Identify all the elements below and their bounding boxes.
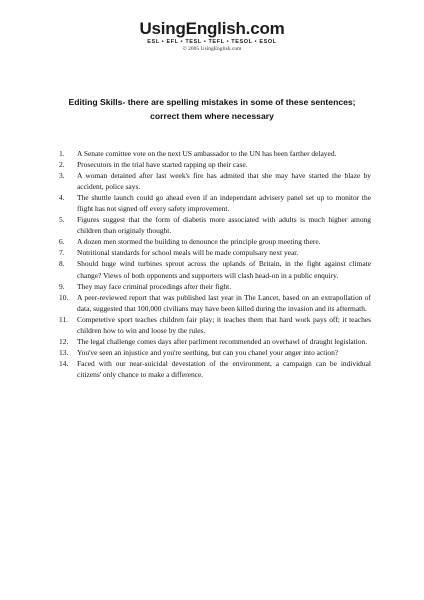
- item-number: 8.: [59, 259, 65, 269]
- item-text: Faced with our near-suicidal devestation of the environment, a campaign can be individual citizens' only chance to make a difference.: [77, 358, 371, 379]
- list-item: [33, 247, 371, 258]
- list-item: [33, 236, 371, 247]
- item-number: 1.: [59, 149, 65, 158]
- item-text: Competetive sport teaches children fair play; it teaches them that hard work pays off; it teaches children how to win and loose by the rules.: [77, 314, 371, 335]
- sentence-list: [33, 148, 371, 380]
- list-item: [33, 159, 371, 170]
- item-text: Should huge wind turbines sprout across the uplands of Britain, in the fight against climate change? Views of both opponents and supporters will clash head-on in a public enquiry.: [77, 259, 371, 280]
- item-number: 12.: [59, 336, 69, 346]
- list-item: [33, 170, 371, 192]
- list-item: [33, 358, 371, 380]
- item-text: A dozen men stormed the building to denounce the principle group meeting there.: [77, 237, 321, 247]
- item-number: 3.: [59, 171, 65, 181]
- list-item: [33, 292, 371, 314]
- site-tagline: ESL • EFL • TESL • TEFL • TESOL • ESOL: [147, 39, 277, 45]
- item-text: A Senate comittee vote on the next US ambassador to the UN has been farther delayed.: [77, 149, 337, 158]
- site-logo: [0, 20, 424, 53]
- item-text: They may face criminal procedings after their fight.: [77, 281, 232, 291]
- list-item: [33, 214, 371, 236]
- site-title: UsingEnglish.com: [139, 19, 285, 38]
- item-number: 5.: [59, 215, 65, 225]
- list-item: [33, 148, 371, 159]
- list-item: [33, 281, 371, 292]
- list-item: [33, 314, 371, 336]
- item-text: Nutritional standards for school meals will be made compulsary next year.: [77, 248, 299, 258]
- item-number: 7.: [59, 248, 65, 258]
- list-item: [33, 336, 371, 347]
- item-number: 14.: [59, 358, 69, 368]
- item-text: Prosecutors in the trial have started rapping up their case.: [77, 160, 248, 170]
- worksheet-heading: Editing Skills- there are spelling mistakes in some of these sentences; correct them where necessary: [68, 97, 356, 121]
- item-text: You've seen an injustice and you're seething, but can you chanel your anger into action?: [77, 347, 339, 357]
- item-text: A peer-reviewed report that was published last year in The Lancet, based on an extrapollation of data, suggested that 100,000 civilians may have been killed during the invasion and its aftermath.: [77, 292, 371, 313]
- item-text: The legal challenge comes days after parliment recommended an overhawl of draught legislation.: [77, 336, 368, 346]
- item-number: 4.: [59, 193, 65, 203]
- item-number: 13.: [59, 347, 69, 357]
- item-text: A woman detained after last week's fire has admited that she may have started the blaze by accident, police says.: [77, 171, 371, 192]
- list-item: [33, 347, 371, 358]
- list-item: [33, 192, 371, 214]
- item-text: Figures suggest that the form of diabetis more associated with adults is much higher among children than originaly thought.: [77, 215, 371, 236]
- item-number: 2.: [59, 160, 65, 170]
- item-number: 11.: [59, 314, 69, 324]
- copyright-notice: © 2005 UsingEnglish.com: [182, 46, 242, 52]
- item-number: 10.: [59, 292, 69, 302]
- item-number: 6.: [59, 237, 65, 247]
- item-text: The shuttle launch could go ahead even if an independant advisery panel set up to monitor the flight has not signed off every safety improvement.: [77, 193, 371, 214]
- list-item: [33, 258, 371, 280]
- item-number: 9.: [59, 281, 65, 291]
